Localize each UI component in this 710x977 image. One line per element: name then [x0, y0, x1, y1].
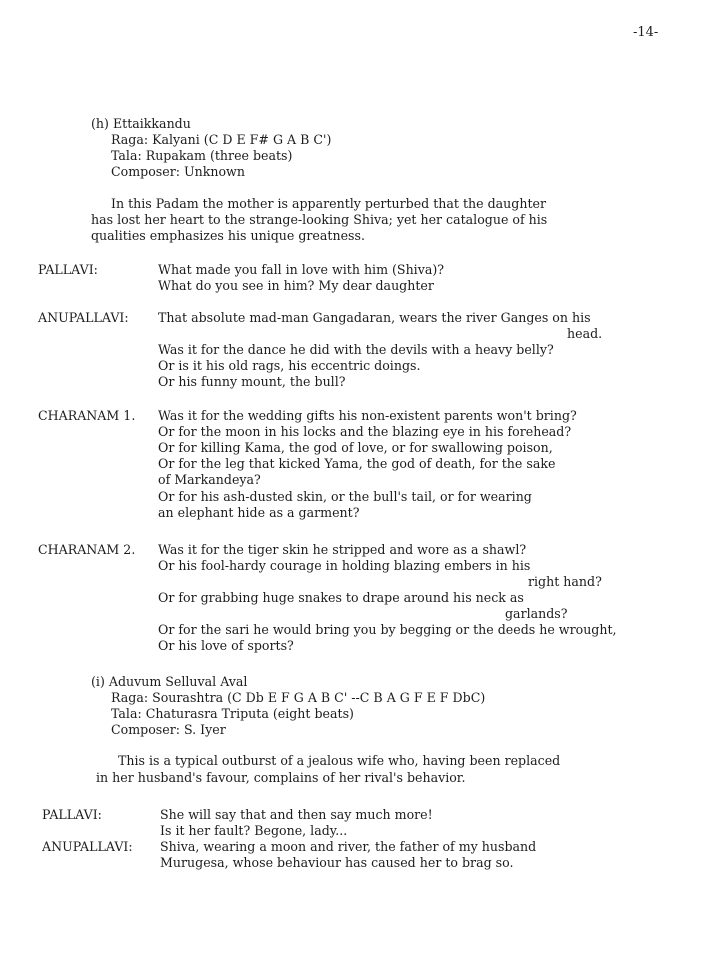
- verse-line: Was it for the dance he did with the devils with a heavy belly?: [158, 342, 554, 357]
- verse-line: She will say that and then say much more!: [160, 807, 433, 822]
- section-h-composer: Composer: Unknown: [111, 164, 245, 179]
- verse-line: head.: [567, 326, 603, 341]
- verse-line: Or is it his old rags, his eccentric doings.: [158, 358, 421, 373]
- verse-line: What do you see in him? My dear daughter: [158, 278, 434, 293]
- section-h-intro-line: In this Padam the mother is apparently perturbed that the daughter: [111, 196, 546, 211]
- section-i-title: (i) Aduvum Selluval Aval: [91, 674, 248, 689]
- pallavi-label: PALLAVI:: [38, 262, 98, 277]
- verse-line: Or for the moon in his locks and the blazing eye in his forehead?: [158, 424, 572, 439]
- section-h-tala: Tala: Rupakam (three beats): [111, 148, 293, 163]
- anupallavi-label: ANUPALLAVI:: [42, 839, 133, 854]
- charanam2-label: CHARANAM 2.: [38, 542, 136, 557]
- section-i-raga: Raga: Sourashtra (C Db E F G A B C' --C B A G F E F DbC): [111, 690, 486, 705]
- verse-line: Or for his ash-dusted skin, or the bull's tail, or for wearing: [158, 489, 532, 504]
- section-i-intro-line: This is a typical outburst of a jealous wife who, having been replaced: [118, 753, 561, 768]
- verse-line: Was it for the tiger skin he stripped and wore as a shawl?: [158, 542, 527, 557]
- verse-line: Or for killing Kama, the god of love, or for swallowing poison,: [158, 440, 553, 455]
- verse-line: Shiva, wearing a moon and river, the father of my husband: [160, 839, 537, 854]
- verse-line: Or for the sari he would bring you by begging or the deeds he wrought,: [158, 622, 617, 637]
- anupallavi-label: ANUPALLAVI:: [38, 310, 129, 325]
- verse-line: Or his love of sports?: [158, 638, 294, 653]
- section-h-title: (h) Ettaikkandu: [91, 116, 191, 131]
- verse-line: Or for the leg that kicked Yama, the god of death, for the sake: [158, 456, 556, 471]
- section-h-raga: Raga: Kalyani (C D E F# G A B C'): [111, 132, 332, 147]
- section-h-intro-line: qualities emphasizes his unique greatness.: [91, 228, 365, 243]
- page-number: -14-: [633, 25, 659, 40]
- verse-line: Is it her fault? Begone, lady...: [160, 823, 348, 838]
- verse-line: Or his funny mount, the bull?: [158, 374, 346, 389]
- pallavi-label: PALLAVI:: [42, 807, 102, 822]
- verse-line: Was it for the wedding gifts his non-existent parents won't bring?: [158, 408, 577, 423]
- verse-line: Murugesa, whose behaviour has caused her to brag so.: [160, 855, 514, 870]
- verse-line: That absolute mad-man Gangadaran, wears the river Ganges on his: [158, 310, 591, 325]
- section-i-tala: Tala: Chaturasra Triputa (eight beats): [111, 706, 354, 721]
- section-i-intro-line: in her husband's favour, complains of her rival's behavior.: [96, 770, 466, 785]
- verse-line: Or for grabbing huge snakes to drape around his neck as: [158, 590, 524, 605]
- verse-line: What made you fall in love with him (Shiva)?: [158, 262, 444, 277]
- section-i-composer: Composer: S. Iyer: [111, 722, 226, 737]
- section-h-intro-line: has lost her heart to the strange-looking Shiva; yet her catalogue of his: [91, 212, 548, 227]
- verse-line: right hand?: [528, 574, 602, 589]
- verse-line: of Markandeya?: [158, 472, 261, 487]
- verse-line: Or his fool-hardy courage in holding blazing embers in his: [158, 558, 531, 573]
- verse-line: an elephant hide as a garment?: [158, 505, 360, 520]
- verse-line: garlands?: [505, 606, 568, 621]
- charanam1-label: CHARANAM 1.: [38, 408, 136, 423]
